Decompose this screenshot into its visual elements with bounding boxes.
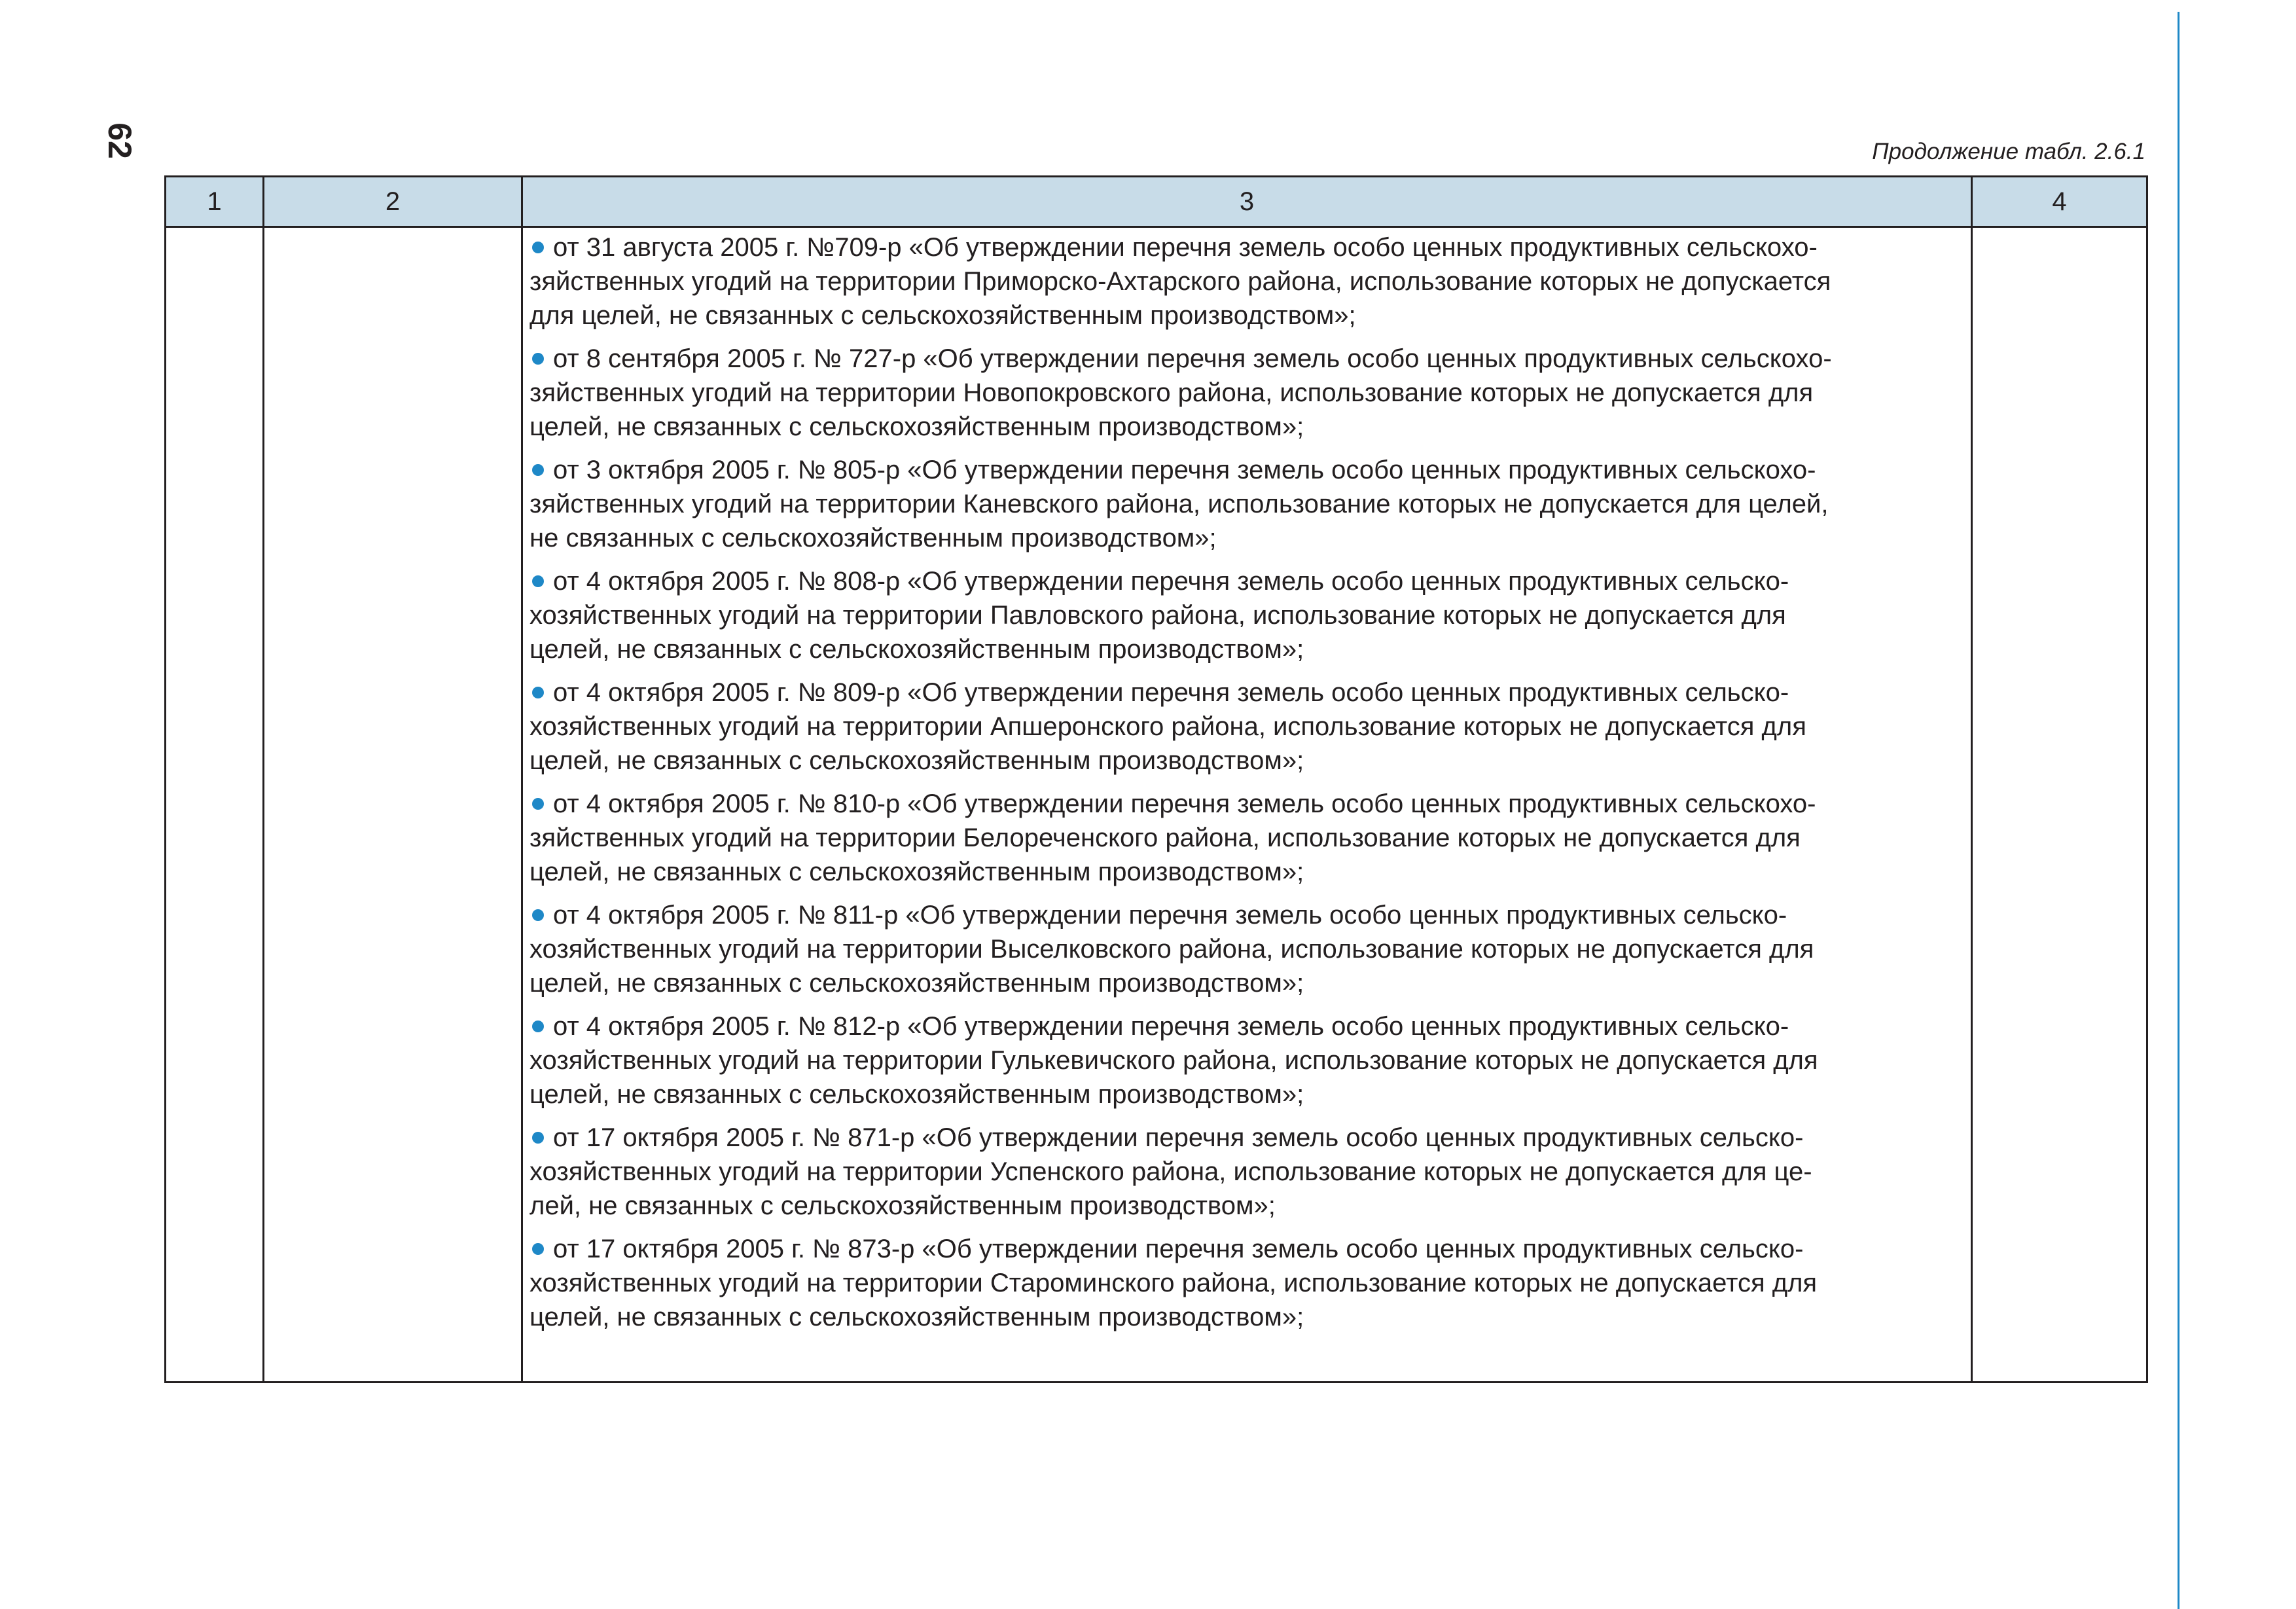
legal-acts-table bbox=[164, 175, 2148, 1383]
cell-column-3 bbox=[522, 227, 1972, 1383]
list-item bbox=[529, 1232, 1963, 1334]
cell-column-4 bbox=[1972, 227, 2147, 1383]
list-item bbox=[529, 787, 1963, 889]
column-header-2: 2 bbox=[264, 177, 522, 227]
decree-text: от 4 октября 2005 г. № 812-р «Об утверждении перечня земель особо ценных продуктивных сельско- хозяйственных угодий на территории Гулькевичского района, использование которых не допускается для целей, не связанных с сельскохозяйственным производством»; bbox=[529, 1012, 1818, 1109]
bullet-icon bbox=[532, 575, 544, 587]
decree-text: от 4 октября 2005 г. № 808-р «Об утверждении перечня земель особо ценных продуктивных сельско- хозяйственных угодий на территории Павловского района, использование которых не допускается для целей, не связанных с сельскохозяйственным производством»; bbox=[529, 567, 1789, 664]
list-item bbox=[529, 453, 1963, 555]
list-item bbox=[529, 230, 1963, 333]
table-header-row bbox=[166, 177, 2147, 227]
decree-list bbox=[523, 228, 1971, 1334]
bullet-icon bbox=[532, 687, 544, 698]
list-item bbox=[529, 898, 1963, 1000]
page-number: 62 bbox=[101, 122, 138, 159]
bullet-icon bbox=[532, 1132, 544, 1144]
decree-text: от 31 августа 2005 г. №709-р «Об утверждении перечня земель особо ценных продуктивных сельскохо- зяйственных угодий на территории Приморско-Ахтарского района, использование которых не допускается для целей, не связанных с сельскохозяйственным производством»; bbox=[529, 233, 1831, 330]
list-item bbox=[529, 676, 1963, 778]
bullet-icon bbox=[532, 353, 544, 365]
decree-text: от 3 октября 2005 г. № 805-р «Об утверждении перечня земель особо ценных продуктивных сельскохо- зяйственных угодий на территории Каневского района, использование которых не допускается для целей, не связанных с сельскохозяйственным производством»; bbox=[529, 456, 1829, 552]
decree-text: от 4 октября 2005 г. № 810-р «Об утверждении перечня земель особо ценных продуктивных сельскохо- зяйственных угодий на территории Белореченского района, использование которых не допускается для целей, не связанных с сельскохозяйственным производством»; bbox=[529, 789, 1816, 886]
table-continuation-label: Продолжение табл. 2.6.1 bbox=[1872, 139, 2145, 164]
table-row bbox=[166, 227, 2147, 1383]
bullet-icon bbox=[532, 798, 544, 810]
bullet-icon bbox=[532, 464, 544, 476]
decree-text: от 8 сентября 2005 г. № 727-р «Об утверждении перечня земель особо ценных продуктивных сельскохо- зяйственных угодий на территории Новопокровского района, использование которых не допускается для целей, не связанных с сельскохозяйственным производством»; bbox=[529, 344, 1832, 441]
decree-text: от 17 октября 2005 г. № 873-р «Об утверждении перечня земель особо ценных продуктивных сельско- хозяйственных угодий на территории Староминского района, использование которых не допускается для целей, не связанных с сельскохозяйственным производством»; bbox=[529, 1235, 1818, 1331]
bullet-icon bbox=[532, 242, 544, 253]
column-header-4: 4 bbox=[1972, 177, 2147, 227]
decree-text: от 4 октября 2005 г. № 809-р «Об утверждении перечня земель особо ценных продуктивных сельско- хозяйственных угодий на территории Апшеронского района, использование которых не допускается для целей, не связанных с сельскохозяйственным производством»; bbox=[529, 678, 1806, 775]
list-item bbox=[529, 1121, 1963, 1223]
bullet-icon bbox=[532, 1021, 544, 1032]
bullet-icon bbox=[532, 909, 544, 921]
cell-column-2 bbox=[264, 227, 522, 1383]
list-item bbox=[529, 342, 1963, 444]
decree-text: от 17 октября 2005 г. № 871-р «Об утверждении перечня земель особо ценных продуктивных сельско- хозяйственных угодий на территории Успенского района, использование которых не допускается для це- лей, не связанных с сельскохозяйственным производством»; bbox=[529, 1123, 1812, 1220]
column-header-1: 1 bbox=[166, 177, 264, 227]
column-header-3: 3 bbox=[522, 177, 1972, 227]
list-item bbox=[529, 1009, 1963, 1112]
page-edge-rule bbox=[2178, 12, 2179, 1609]
decree-text: от 4 октября 2005 г. № 811-р «Об утверждении перечня земель особо ценных продуктивных сельско- хозяйственных угодий на территории Выселковского района, использование которых не допускается для целей, не связанных с сельскохозяйственным производством»; bbox=[529, 901, 1814, 998]
list-item bbox=[529, 564, 1963, 666]
bullet-icon bbox=[532, 1243, 544, 1255]
cell-column-1 bbox=[166, 227, 264, 1383]
